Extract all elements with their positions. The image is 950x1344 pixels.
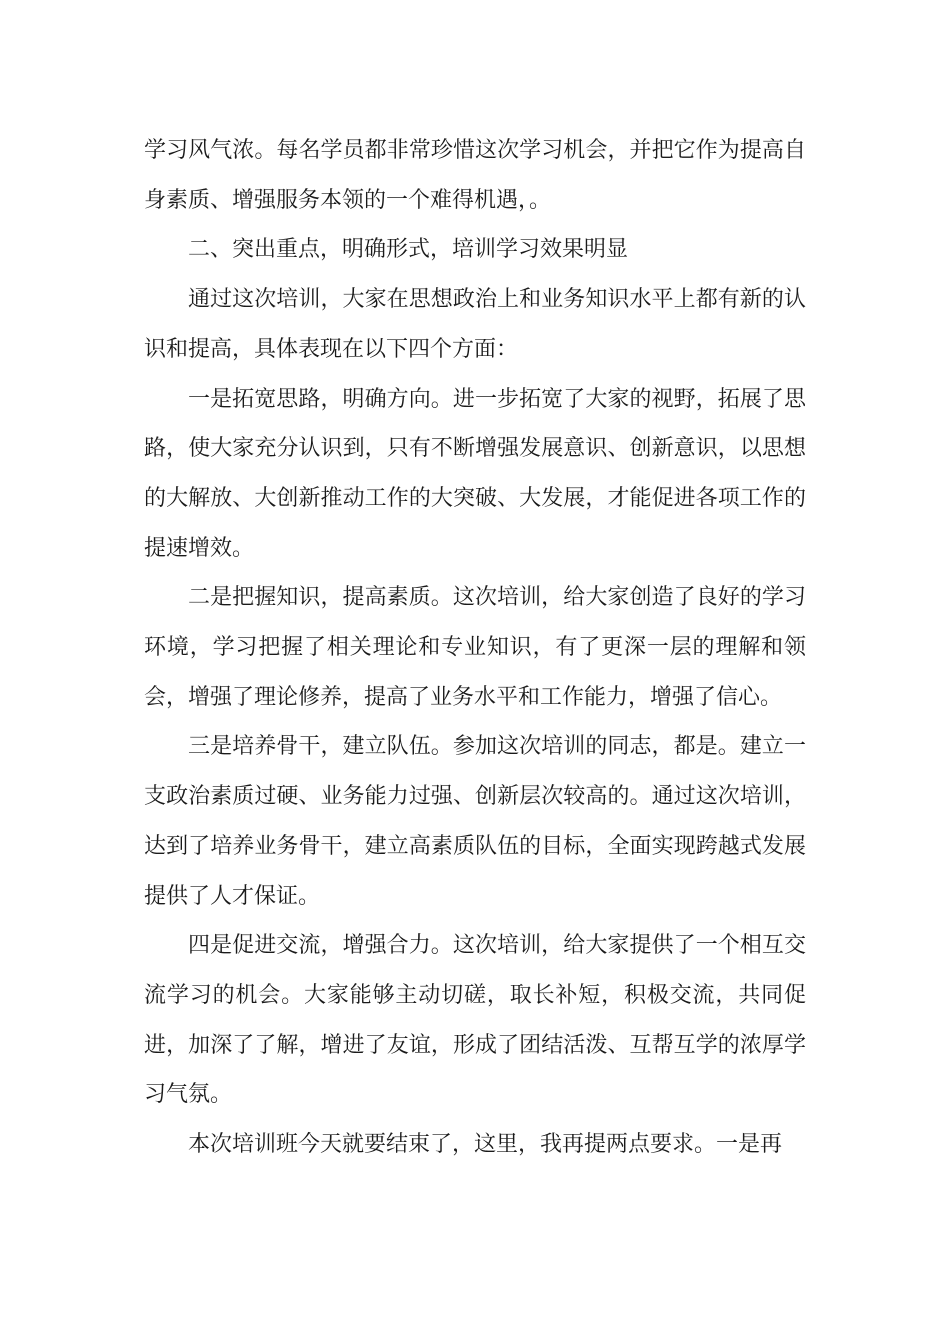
paragraph-point-four: 四是促进交流，增强合力。这次培训，给大家提供了一个相互交流学习的机会。大家能够主动切磋，取长补短，积极交流，共同促进，加深了了解，增进了友谊，形成了团结活泼、互帮互学的浓厚学习气氛。 [144,933,806,1108]
paragraph-closing: 本次培训班今天就要结束了，这里，我再提两点要求。一是再 [188,1132,783,1158]
paragraph-point-one: 一是拓宽思路，明确方向。进一步拓宽了大家的视野，拓展了思路，使大家充分认识到，只有不断增强发展意识、创新意识，以思想的大解放、大创新推动工作的大突破、大发展，才能促进各项工作的提速增效。 [144,386,806,561]
document-body [144,126,806,1170]
paragraph-point-two: 二是把握知识，提高素质。这次培训，给大家创造了良好的学习环境，学习把握了相关理论和专业知识，有了更深一层的理解和领会，增强了理论修养，提高了业务水平和工作能力，增强了信心。 [144,585,806,710]
paragraph-intro: 通过这次培训，大家在思想政治上和业务知识水平上都有新的认识和提高，具体表现在以下四个方面： [144,287,806,362]
paragraph-continuation: 学习风气浓。每名学员都非常珍惜这次学习机会，并把它作为提高自身素质、增强服务本领的一个难得机遇，。 [144,138,806,213]
paragraph-point-three: 三是培养骨干，建立队伍。参加这次培训的同志，都是。建立一支政治素质过硬、业务能力过强、创新层次较高的。通过这次培训，达到了培养业务骨干，建立高素质队伍的目标，全面实现跨越式发展提供了人才保证。 [144,734,806,909]
section-heading: 二、突出重点，明确形式，培训学习效果明显 [188,237,629,263]
